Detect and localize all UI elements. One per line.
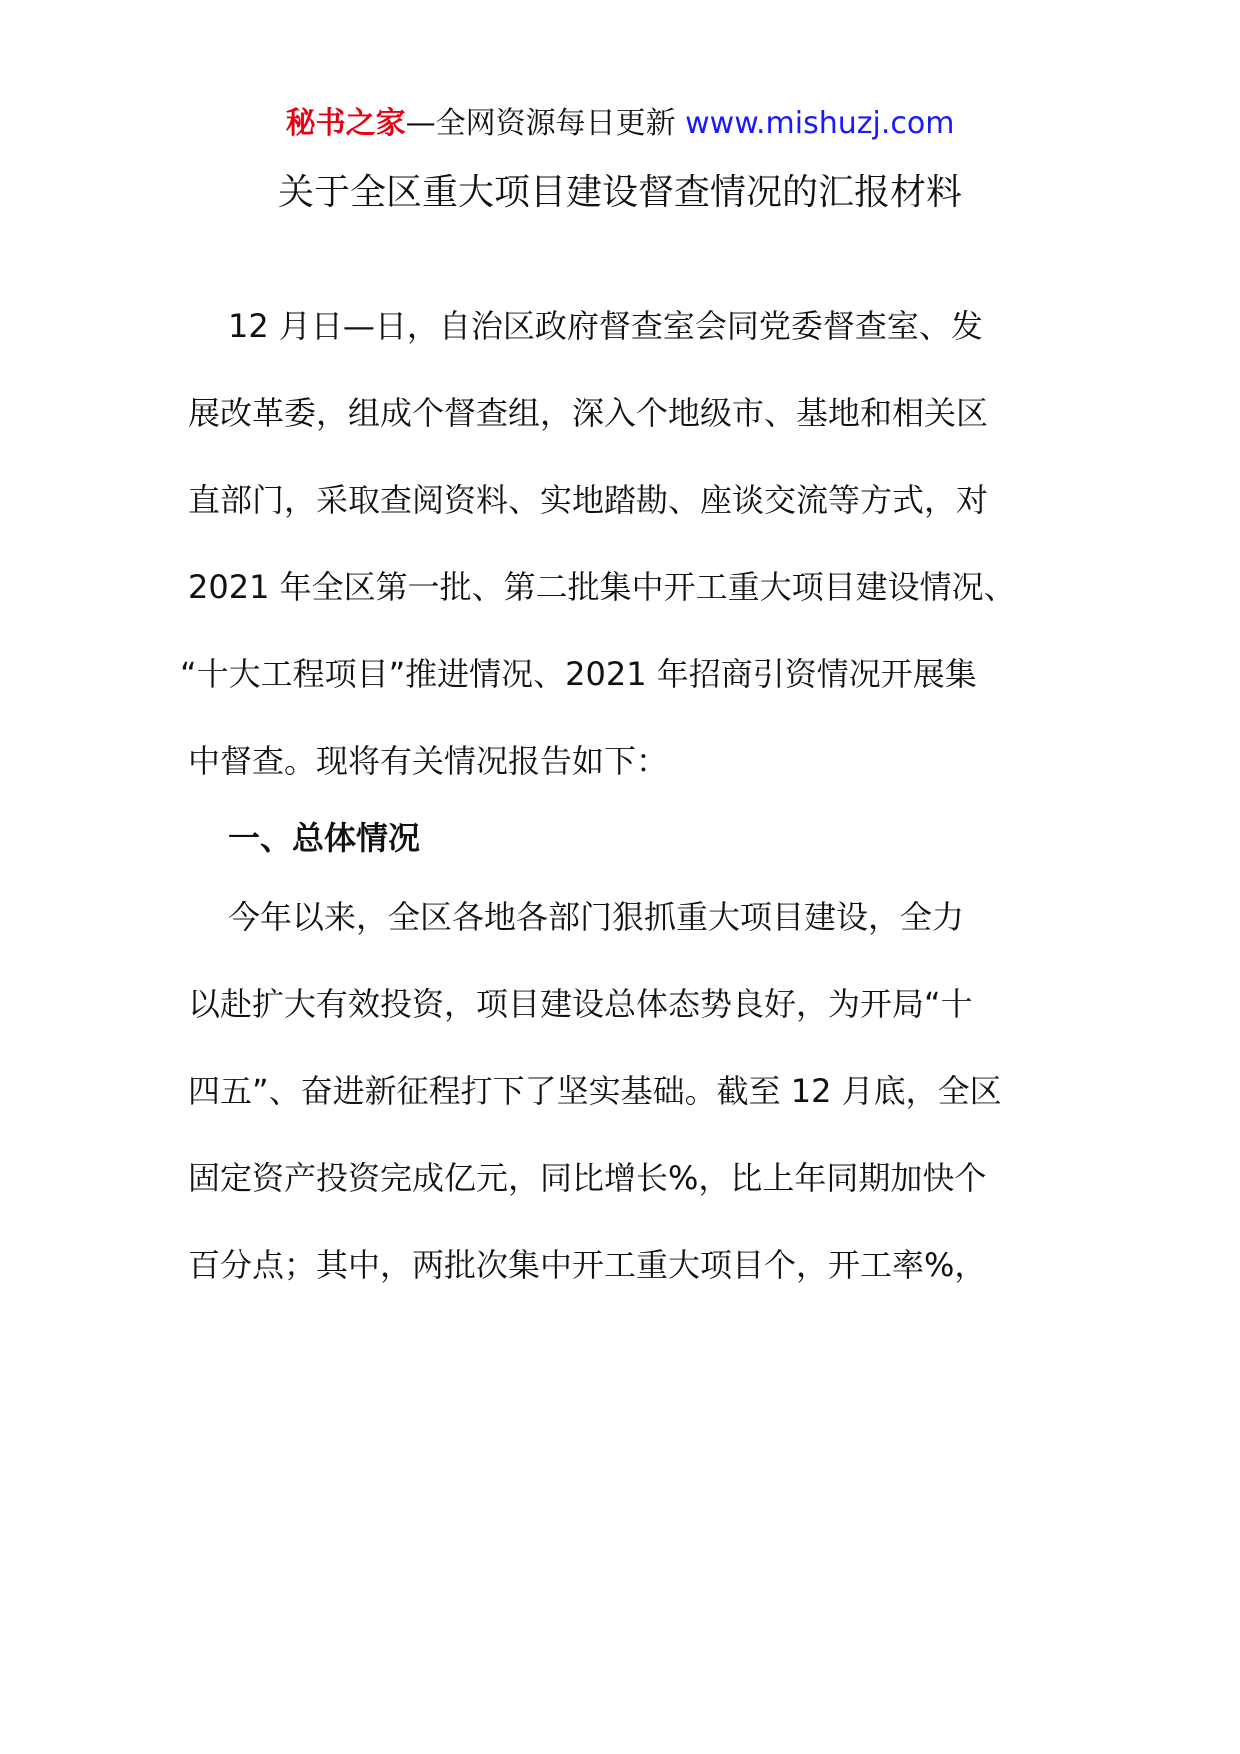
- body-line: 直部门，采取查阅资料、实地踏勘、座谈交流等方式，对: [188, 481, 989, 519]
- body-line: 中督查。现将有关情况报告如下：: [188, 742, 669, 780]
- body-line: 2021 年全区第一批、第二批集中开工重大项目建设情况、: [188, 568, 1016, 606]
- body-line: 四五”、奋进新征程打下了坚实基础。截至 12 月底，全区: [188, 1072, 1002, 1110]
- document-title: 关于全区重大项目建设督查情况的汇报材料: [277, 172, 962, 213]
- body-line: 今年以来，全区各地各部门狠抓重大项目建设，全力: [228, 898, 965, 936]
- section-heading: 一、总体情况: [228, 819, 421, 857]
- site-url-link[interactable]: www.mishuzj.com: [685, 106, 955, 141]
- body-line: 百分点；其中，两批次集中开工重大项目个，开工率%，: [188, 1246, 987, 1284]
- body-line: 12 月日—日，自治区政府督查室会同党委督查室、发: [228, 307, 983, 345]
- site-banner: [0, 100, 1240, 148]
- body-line: 固定资产投资完成亿元，同比增长%，比上年同期加快个: [188, 1159, 987, 1197]
- body-line: “十大工程项目”推进情况、2021 年招商引资情况开展集: [180, 655, 977, 693]
- body-line: 以赴扩大有效投资，项目建设总体态势良好，为开局“十: [188, 985, 973, 1023]
- body-line: 展改革委，组成个督查组，深入个地级市、基地和相关区: [188, 394, 989, 432]
- banner-slogan: —全网资源每日更新: [405, 106, 686, 141]
- brand-name: 秘书之家: [285, 106, 406, 141]
